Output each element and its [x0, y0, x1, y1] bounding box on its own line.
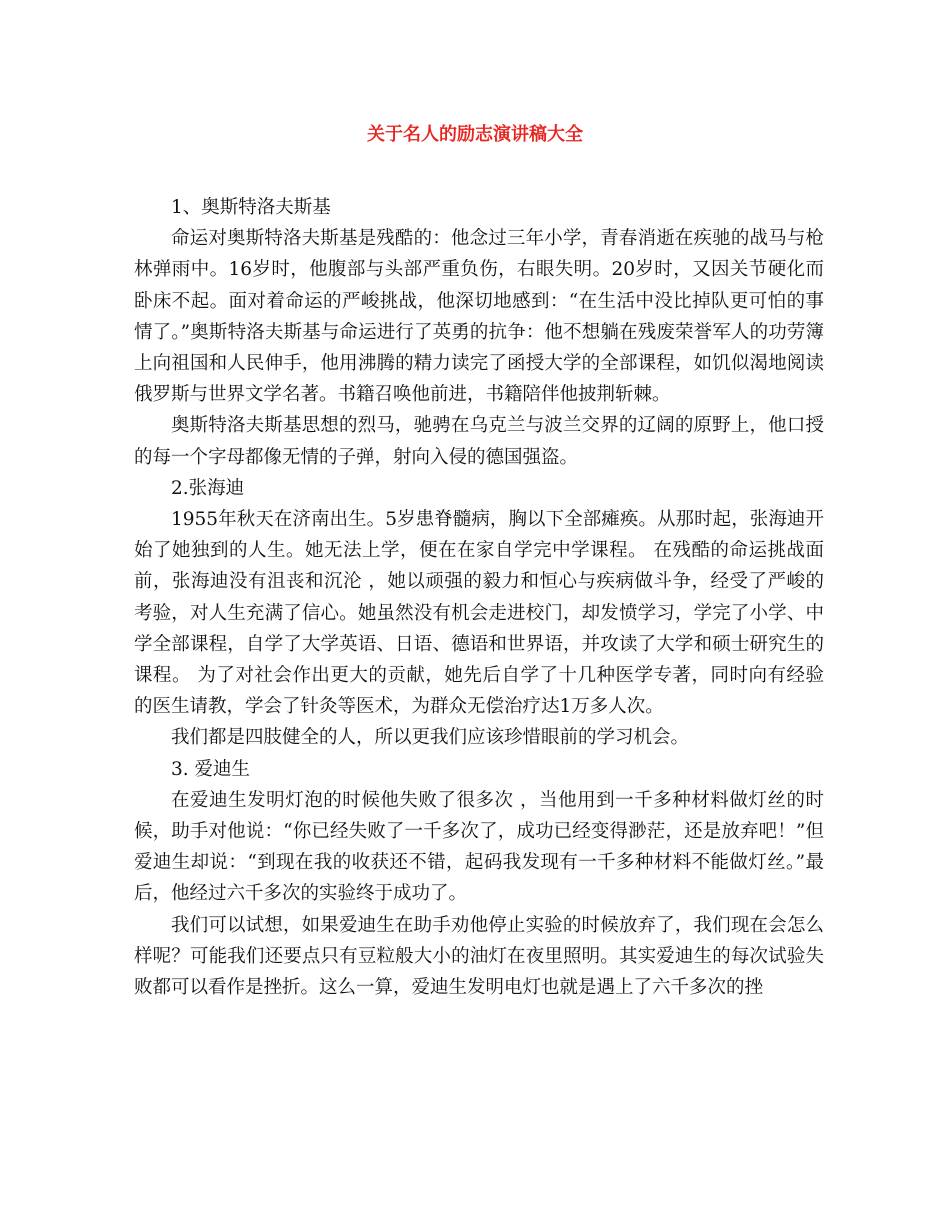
section-heading-edison: 3. 爱迪生 [171, 758, 251, 780]
paragraph: 命运对奥斯特洛夫斯基是残酷的：他念过三年小学，青春消逝在疾驰的战马与枪林弹雨中。16岁时，他腹部与头部严重负伤，右眼失明。20岁时，又因关节硬化而卧床不起。面对着命运的严峻挑战，他深切地感到：“在生活中没比掉队更可怕的事情了。”奥斯特洛夫斯基与命运进行了英勇的抗争：他不想躺在残废荣誉军人的功劳簿上向祖国和人民伸手，他用沸腾的精力读完了函授大学的全部课程，如饥似渴地阅读俄罗斯与世界文学名著。书籍召唤他前进，书籍陪伴他披荆斩棘。 [134, 228, 824, 406]
document-title: 关于名人的励志演讲稿大全 [367, 124, 583, 145]
section-heading-zhang-haidi: 2.张海迪 [171, 477, 245, 499]
paragraph: 奥斯特洛夫斯基思想的烈马，驰骋在乌克兰与波兰交界的辽阔的原野上，他口授的每一个字母都像无情的子弹，射向入侵的德国强盗。 [134, 415, 824, 468]
paragraph: 我们可以试想，如果爱迪生在助手劝他停止实验的时候放弃了，我们现在会怎么样呢？可能我们还要点只有豆粒般大小的油灯在夜里照明。其实爱迪生的每次试验失败都可以看作是挫折。这么一算，爱迪生发明电灯也就是遇上了六千多次的挫 [134, 914, 824, 999]
section-heading-ostrovsky: 1、奥斯特洛夫斯基 [171, 197, 331, 218]
paragraph: 在爱迪生发明灯泡的时候他失败了很多次 ，当他用到一千多种材料做灯丝的时候，助手对他说：“你已经失败了一千多次了，成功已经变得渺茫，还是放弃吧！”但爱迪生却说：“到现在我的收获还不错，起码我发现有一千多种材料不能做灯丝。”最后，他经过六千多次的实验终于成功了。 [134, 789, 824, 905]
paragraph: 1955年秋天在济南出生。5岁患脊髓病，胸以下全部瘫痪。从那时起，张海迪开始了她独到的人生。她无法上学，便在在家自学完中学课程。 在残酷的命运挑战面前，张海迪没有沮丧和沉沦 ，她以顽强的毅力和恒心与疾病做斗争，经受了严峻的考验，对人生充满了信心。她虽然没有机会走进校门，却发愤学习，学完了小学、中学全部课程，自学了大学英语、日语、德语和世界语，并攻读了大学和硕士研究生的课程。 为了对社会作出更大的贡献，她先后自学了十几种医学专著，同时向有经验的医生请教，学会了针灸等医术，为群众无偿治疗达1万多人次。 [134, 509, 824, 718]
document-body [134, 192, 824, 1003]
paragraph: 我们都是四肢健全的人，所以更我们应该珍惜眼前的学习机会。 [171, 727, 690, 749]
